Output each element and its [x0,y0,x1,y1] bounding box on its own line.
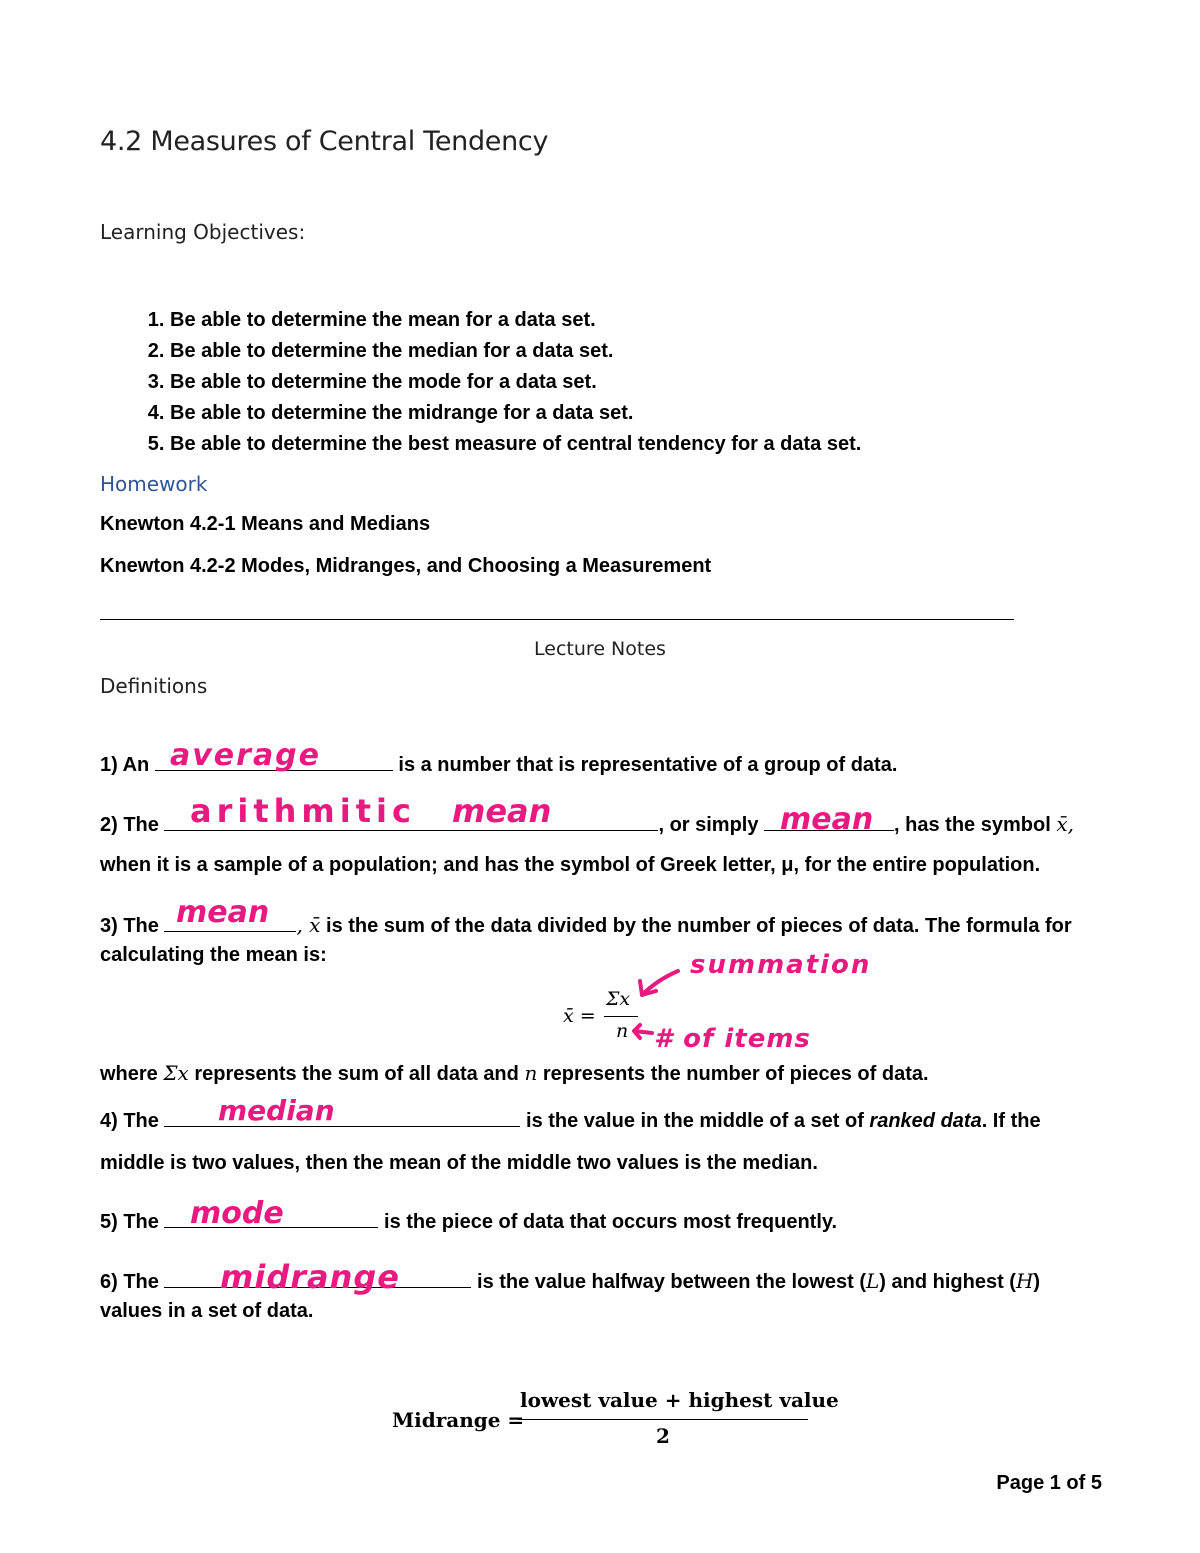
list-item: 2. Be able to determine the median for a data set. [170,337,861,368]
mean-formula-numerator: Σx [606,988,631,1010]
handwritten-answer: arithmitic [190,792,416,830]
handwritten-note: summation [690,950,872,980]
def-text: ) [1033,1271,1041,1293]
def-text: is the sum of the data divided by the number of pieces of data. The formula for [320,915,1072,937]
def-text: . If the [981,1110,1041,1132]
def-text: 6) The [100,1271,165,1293]
def-text: is the value in the middle of a set of [520,1110,870,1132]
handwritten-answer: mean [780,802,874,837]
handwritten-answer: mean [176,895,270,930]
page-number: Page 1 of 5 [996,1472,1102,1494]
def-text: is the value halfway between the lowest ( [471,1271,867,1293]
symbol: n [524,1061,538,1085]
lecture-notes-heading: Lecture Notes [534,638,666,660]
def-text: 1) An [100,754,155,776]
homework-item: Knewton 4.2-2 Modes, Midranges, and Choosing a Measurement [100,555,712,577]
mean-formula-lhs: x̄ = [563,1005,596,1027]
def-text: , or simply [658,814,765,836]
definition-2-cont: when it is a sample of a population; and has the symbol of Greek letter, μ, for the entire population. [100,854,1041,876]
homework-heading: Homework [100,472,208,496]
objectives-list [100,306,861,461]
definition-6-cont: values in a set of data. [100,1300,314,1322]
def-text-italic: ranked data [869,1110,982,1132]
definition-3-cont: calculating the mean is: [100,944,327,966]
handwritten-note: # of items [654,1024,811,1054]
def-text: is the piece of data that occurs most frequently. [378,1211,838,1233]
midrange-formula-numerator: lowest value + highest value [520,1388,839,1412]
page-title: 4.2 Measures of Central Tendency [100,126,549,157]
def-text: represents the number of pieces of data. [537,1063,929,1085]
definition-4-cont: middle is two values, then the mean of the middle two values is the median. [100,1152,818,1174]
def-text: is a number that is representative of a group of data. [392,754,898,776]
section-divider [100,619,1014,620]
symbol: L [866,1269,880,1293]
def-text: 4) The [100,1110,165,1132]
formula-explanation [100,1061,929,1086]
symbol: x̄, [1056,812,1074,836]
def-text: 2) The [100,814,165,836]
handwritten-answer: midrange [220,1258,400,1296]
def-text: ) and highest ( [879,1271,1016,1293]
symbol: , x̄ [296,913,321,937]
fraction-bar [518,1419,808,1420]
definitions-heading: Definitions [100,674,208,698]
handwritten-answer: mode [190,1196,284,1231]
handwritten-answer: mean [452,792,552,830]
def-text: 5) The [100,1211,165,1233]
midrange-formula-denominator: 2 [656,1424,670,1448]
handwritten-answer: median [218,1094,335,1127]
def-text: 3) The [100,915,165,937]
def-text: , has the symbol [894,814,1057,836]
objectives-label: Learning Objectives: [100,220,306,244]
handwritten-answer: average [170,738,322,773]
symbol: H [1015,1269,1034,1293]
symbol: Σx [163,1061,189,1085]
def-text: represents the sum of all data and [188,1063,525,1085]
list-item: 4. Be able to determine the midrange for a data set. [170,399,861,430]
list-item: 1. Be able to determine the mean for a data set. [170,306,861,337]
homework-item: Knewton 4.2-1 Means and Medians [100,513,431,535]
list-item: 5. Be able to determine the best measure of central tendency for a data set. [170,430,861,461]
mean-formula-denominator: n [616,1020,629,1042]
list-item: 3. Be able to determine the mode for a data set. [170,368,861,399]
def-text: where [100,1063,164,1085]
midrange-formula-lhs: Midrange = [392,1408,525,1432]
